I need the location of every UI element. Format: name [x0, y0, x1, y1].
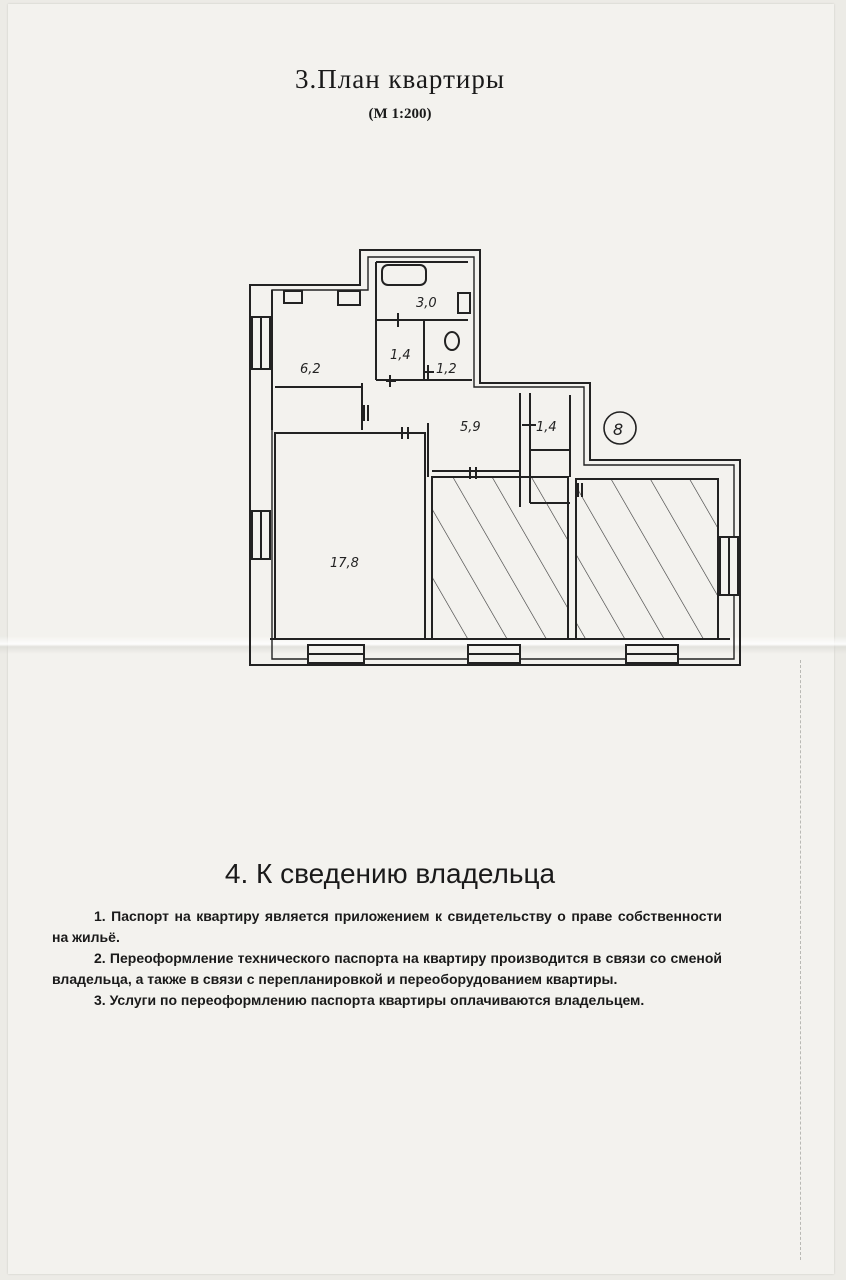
stove-icon	[284, 291, 302, 303]
note-item-2: 2. Переоформление технического паспорта на квартиру производится в связи со сменой владельца, а также в связи с перепланировкой и переоборудованием квартиры.	[52, 950, 722, 987]
plan-scale: (М 1:200)	[368, 106, 432, 122]
room-area-storage: 1,4	[536, 420, 557, 435]
axis-marker-label: 8	[613, 420, 624, 439]
note-item-1: 1. Паспорт на квартиру является приложением к свидетельству о праве собственности на жильё.	[52, 908, 722, 945]
washbasin-icon	[458, 293, 470, 313]
plan-title: 3.План квартиры	[295, 64, 505, 94]
room-area-living-room: 17,8	[330, 556, 359, 571]
room-area-corridor: 5,9	[460, 420, 481, 435]
paper-edge	[800, 660, 803, 1260]
room-area-kitchen: 6,2	[300, 362, 321, 377]
owner-notes	[52, 906, 722, 1011]
room-area-toilet: 1,2	[436, 362, 457, 377]
floor-plan	[240, 245, 750, 675]
toilet-icon	[445, 332, 459, 350]
room-area-bathroom: 3,0	[416, 296, 437, 311]
sink-icon	[338, 291, 360, 305]
bathtub-icon	[382, 265, 426, 285]
room-area-closet: 1,4	[390, 348, 411, 363]
note-item-3: 3. Услуги по переоформлению паспорта квартиры оплачиваются владельцем.	[94, 992, 645, 1008]
section-title: 4. К сведению владельца	[224, 858, 556, 889]
